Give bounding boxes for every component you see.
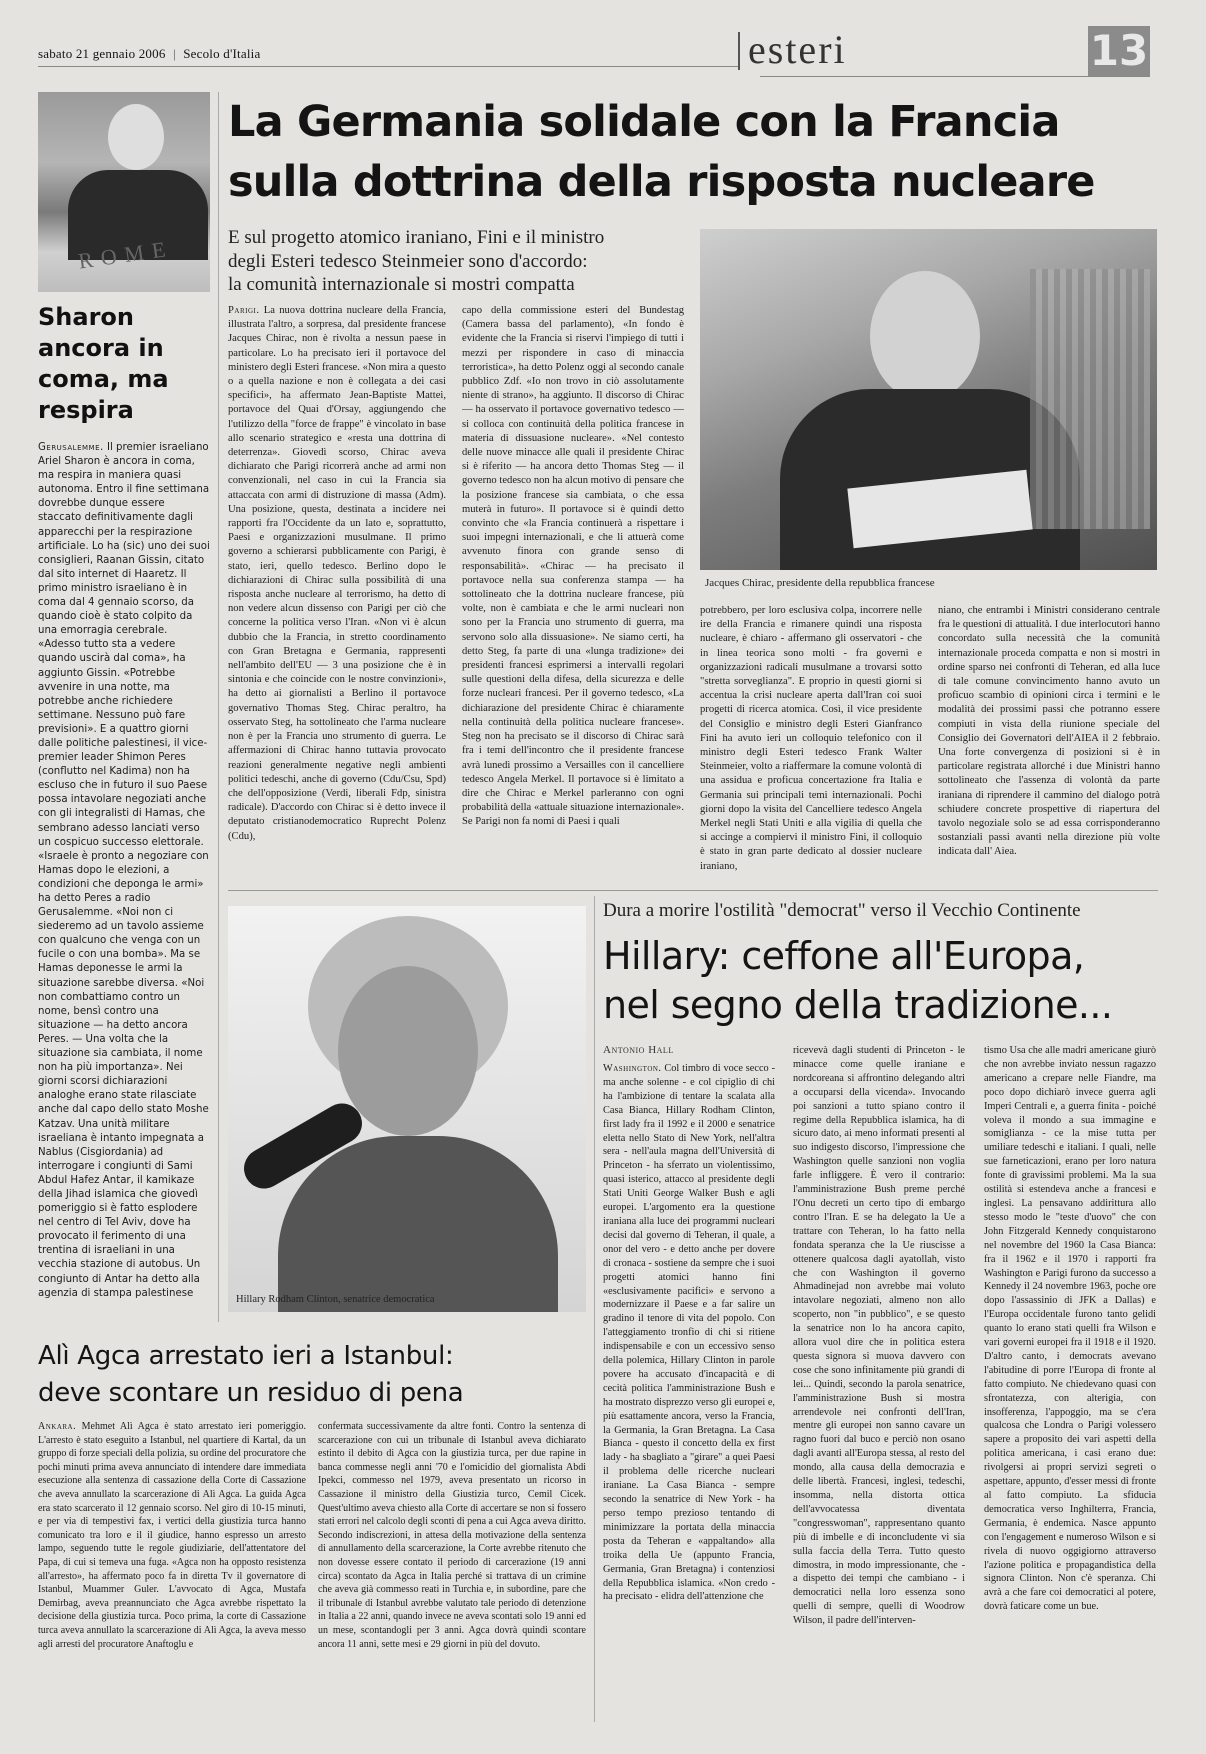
agca-headline — [38, 1338, 583, 1412]
lead-column-3-text: potrebbero, per loro esclusiva colpa, incorrere nelle ire della Francia e rimanere quindi una risposta nucleare, è chiaro - affermano gli osservatori - che in linea teorica sono molti - fra governi e organizzazioni radicali musulmane a trovarsi sotto "stretta sorveglianza". E proprio in questi giorni si accentua la crisi nucleare aperta dall'Iran coi suoi progetti di ricerca atomica. Così, il vice presidente del Consiglio e ministro degli Esteri Gianfranco Fini ha avuto ieri un colloquio telefonico con il ministro degli Esteri tedesco Frank Walter Steinmeier, volto a riaffermare la comune volontà di una assidua e proficua concertazione fra Italia e Germania sui principali temi internazionali. Pochi giorni dopo la visita del Cancelliere tedesco Angela Merkel negli Stati Uniti e alla vigilia di quella che si accinge a compiervi il ministro Fini, il colloquio è stato in gran parte dedicato al dossier nucleare iraniano, — [700, 605, 922, 872]
section-divider — [738, 32, 740, 70]
agca-dateline: Ankara. — [38, 1421, 77, 1432]
photo-figure-head — [108, 104, 164, 170]
hillary-kicker: Dura a morire l'ostilità "democrat" verso il Vecchio Continente — [603, 900, 1081, 921]
hillary-column-rule — [594, 896, 595, 1722]
lead-column-1-text: La nuova dottrina nucleare della Francia, illustrata l'altro, a sorpresa, dal presidente francese Jacques Chirac, non è rivolta a nessun paese in particolare. Lo ha precisato ieri il portavoce del ministero degli Esteri francese. «Non mira a questo o a quella nazione e non è collegata a dei casi specifici», ha affermato Jean-Baptiste Mattei, portavoce del Quai d'Orsay, aggiungendo che l'utilizzo della "force de frappe" è vincolato in base allo scenario strategico e «resta una dottrina di deterrenza». Giovedì scorso, Chirac aveva dichiarato che Parigi ricorrerà anche ad armi non convenzionali, nel caso in cui la Francia sia attaccata con armi di distruzione di massa (Adm). Una posizione, questa, destinata a incidere nei rapporti fra l'Occidente da un lato e, soprattutto, Paesi e organizzazioni musulmane. Il primo governo a schierarsi pubblicamente con Parigi, è stato, ieri, quello tedesco. Berlino dopo le dichiarazioni di Chirac sulla possibilità di una risposta anche nucleare al terrorismo, ha detto di non vedere alcun dissenso con Parigi per ciò che concerne la politica verso l'Iran. «Non vi è alcun dubbio che la Francia, in stretto coordinamento con Gran Bretagna e Germania, rappresenti nell'ambito dell'EU — 3 una posizione che è in sintonia e che coincide con le nostre convinzioni», ha detto ai giornalisti a Berlino il portavoce governativo Thomas Steg. Chirac peraltro, ha osservato Steg, ha sottolineato che l'arma nucleare non è per la Francia uno strumento di guerra. Le affermazioni di Chirac hanno tuttavia provocato reazioni generalmente negative negli ambienti politici tedeschi, anche di governo (Cdu/Csu, Spd) che dell'opposizione (Verdi, liberali Fdp, sinistra radicale). D'accordo con Chirac si è detto invece il deputato cristianodemocratico Ruprecht Polenz (Cdu), — [228, 305, 446, 842]
hillary-headline — [603, 932, 1163, 1030]
hillary-column-2 — [793, 1044, 965, 1718]
lead-deck-line-2: degli Esteri tedesco Steinmeier sono d'accordo: — [228, 250, 588, 272]
hillary-headline-line-1: Hillary: ceffone all'Europa, — [603, 934, 1085, 978]
chirac-caption: Jacques Chirac, presidente della repubblica francese — [705, 577, 935, 589]
agca-headline-line-1: Alì Agca arrestato ieri a Istanbul: — [38, 1341, 454, 1371]
lead-deck-line-3: la comunità internazionale si mostri compatta — [228, 274, 575, 295]
hillary-column-1-text: Col timbro di voce secco - ma anche solenne - e col cipiglio di chi ha l'ambizione di tentare la scalata alla Casa Bianca, Hillary Rodham Clinton, first lady fra il 1992 e il 2000 e senatrice eletta nello Stato di New York, nell'altra sera - nell'aula magna dell'Università di Princeton - ha sferrato un violentissimo, quasi isterico, attacco al presidente degli Stati Uniti George Walker Bush e agli europei. L'argomento era la questione iraniana alla luce dei programmi nucleari decisi dal governo di Teheran, il quale, a onor del vero - e detto anche per dovere di cronaca - sostiene da sempre che i suoi progetti atomici hanno fini «esclusivamente pacifici» e servono a modernizzare il Paese e a far salire un gradino il tenore di vita del popolo. Con l'atteggiamento tronfio di chi si ritiene indispensabile e con un eccessivo senso della polemica, Hillary Clinton in parole povere ha accusato d'incapacità e di cecità politica l'amministrazione Bush e ha mostrato disprezzo verso gli europei e, più esattamente ancora, verso la Francia, la Germania, la Gran Bretagna. La Casa Bianca - questo il concetto della ex first lady - ha sbagliato a "girare" a quei Paesi il problema delle ricerche nucleari iraniane. La Casa Bianca - sempre secondo la senatrice di New York - ha perso tempo prezioso tentando di minimizzare la portata della minaccia posta da Teheran e «appaltando» alla troika della Ue (appunto Francia, Germania, Gran Bretagna) i contenziosi della Repubblica islamica. «Non credo - ha precisato - elidra dell'attenzione che — [603, 1063, 775, 1603]
section-label: esteri — [748, 27, 847, 72]
hillary-column-3 — [984, 1044, 1156, 1718]
sidebar-headline: Sharon ancora in coma, ma respira — [38, 303, 169, 424]
lead-bottom-rule — [228, 890, 1158, 891]
hillary-column-1 — [603, 1062, 775, 1718]
chirac-photo-background — [1030, 269, 1150, 529]
hillary-headline-line-2: nel segno della tradizione... — [603, 983, 1113, 1027]
hillary-caption: Hillary Rodham Clinton, senatrice democratica — [236, 1294, 435, 1305]
lead-deck-line-1: E sul progetto atomico iraniano, Fini e il ministro — [228, 227, 605, 248]
hillary-byline: Antonio Hall — [603, 1044, 674, 1056]
photo-sign-text: ROME — [76, 235, 175, 274]
lead-headline — [228, 92, 1158, 212]
masthead-paper: Secolo d'Italia — [183, 46, 261, 61]
section-rule — [760, 76, 1150, 77]
lead-headline-line-2: sulla dottrina della risposta nucleare — [228, 157, 1095, 207]
masthead-line: sabato 21 gennaio 2006 | Secolo d'Italia — [38, 46, 261, 61]
agca-column-2-text: confermata successivamente da altre fonti. Contro la sentenza di scarcerazione con cui un tribunale di Istanbul aveva dichiarato estinto il debito di Agca con la giustizia turca, per due rapine in banca commesse negli anni '70 e l'omicidio del giornalista Abdi Ipekci, commesso nel 1979, aveva presentato un ricorso in Cassazione il ministro della Giustizia turco, Cemil Cicek. Quest'ultimo aveva chiesto alla Corte di accertare se non si fossero stati errori nel calcolo degli sconti di pena a cui Agca aveva diritto. Secondo indiscrezioni, in attesa della motivazione della sentenza di annullamento della scarcerazione, la Corte avrebbe ritenuto che non dovesse essere contato il periodo di carcerazione (19 anni circa) scontato da Agca in Italia perché si trattava di un crimine che aveva già commesso reati in Turchia e, in subordine, pare che il tribunale di Istanbul avrebbe valutato tale periodo di detenzione in Italia a 22 anni, quando invece ne aveva scontati solo 19 anni ed un mese, scontandogli per 3 anni. Agca dovrà quindi scontare ancora 11 anni, sette mesi e 29 giorni in più del dovuto. — [318, 1421, 586, 1650]
sidebar-body — [38, 441, 210, 1301]
hillary-photo-face — [338, 966, 478, 1136]
sidebar-dateline: Gerusalemme. — [38, 442, 104, 453]
masthead-rule — [38, 66, 738, 67]
lead-column-2 — [462, 304, 684, 879]
sharon-photo — [38, 92, 210, 292]
lead-headline-line-1: La Germania solidale con la Francia — [228, 97, 1060, 147]
sidebar-text: Il premier israeliano Ariel Sharon è ancora in coma, ma respira in maniera quasi autonoma. Entro il fine settimana dovrebbe dunque essere staccato definitivamente dagli apparecchi per la respirazione artificiale. Lo ha (sic) uno dei suoi consiglieri, Raanan Gissin, citato dal sito internet di Haaretz. Il primo ministro israeliano è in coma dal 4 gennaio scorso, da quando cioè è stato colpito da una emorragia cerebrale. «Adesso tutto sta a vedere quando uscirà dal coma», ha aggiunto Gissin. «Potrebbe avvenire in una notte, ma potrebbe anche richiedere settimane. Nessuno può fare previsioni». E a quattro giorni dalle politiche palestinesi, il vice-premier leader Shimon Peres (conflutto nel Kadima) non ha escluso che in futuro il suo Paese possa intavolare negoziati anche con gli integralisti di Hamas, che sembrano adesso lanciati verso un cospicuo successo elettorale. «Israele è pronto a negoziare con Hamas dopo le elezioni, a condizioni che deponga le armi» ha detto Peres a radio Gerusalemme. «Noi non ci siederemo ad un tavolo assieme con qualcuno che venga con un fucile o con una bomba». Ma se Hamas deponesse le armi la situazione sarebbe diversa. «Noi non combattiamo contro un nome, bensì contro una situazione — ha detto ancora Peres. — Una volta che la situazione sia cambiata, il nome non ha più importanza». Nei giorni scorsi dichiarazioni analoghe erano state rilasciate anche dal capo dello stato Moshe Katzav. Una unità militare israeliana è intanto impegnata a Nablus (Cisgiordania) ad interrogare i congiunti di Sami Abdul Hafez Antar, il kamikaze della Jihad islamica che giovedì pomeriggio si è fatto esplodere nel centro di Tel Aviv, dove ha provocato il ferimento di una trentina di israeliani in una vecchia stazione di autobus. Un congiunto di Antar ha detto alla agenzia di stampa palestinese — [38, 442, 210, 1299]
chirac-photo-head — [870, 271, 980, 401]
hillary-photo — [228, 906, 586, 1312]
agca-headline-line-2: deve scontare un residuo di pena — [38, 1378, 464, 1408]
agca-column-2 — [318, 1420, 586, 1720]
chirac-photo — [700, 229, 1157, 570]
masthead-date: sabato 21 gennaio 2006 — [38, 46, 166, 61]
hillary-column-3-text: tismo Usa che alle madri americane giurò che non avrebbe inviato nessun ragazzo americano a crepare nelle Fiandre, ma poco dopo dichiarò invece guerra agli Imperi Centrali e, a guerra finita - poiché voleva il mondo a sua immagine e somiglianza - ce la mise tutta per umiliare tedeschi e italiani. I quali, nelle sue farneticazioni, erano per loro natura fonte di gravissimi problemi. Ma la sua ostilità si estendeva anche a francesi e inglesi. La pensavano addirittura allo stesso modo le "teste d'uovo" che con John Fitzgerald Kennedy conquistarono nel novembre del 1960 la Casa Bianca: fra il 1962 e il 1970 i rapporti fra Washington e Parigi furono da successo a Kennedy il 24 novembre 1963, poche ore dopo l'assassinio di JFK a Dallas) e l'Europa occidentale furono tanto gelidi quanto lo erano stati quelli fra Wilson e vari governi europei fra il 1918 e il 1920. D'altro canto, i democrats avevano l'abitudine di porre l'Europa di fronte al fatto compiuto. Ne chiedevano quasi con sfrontatezza, con alterigia, con insofferenza, l'appoggio, ma se c'era qualcosa che Londra o Parigi volessero sapere a proposito dei vari aspetti della politica americana, i casi erano due: rivolgersi ai propri servizi segreti o aspettare, appunto, d'esser messi di fronte al fatto compiuto. La sfiducia democratica verso Inghilterra, Francia, Germania, è endemica. Nasce appunto con l'engagement e numeroso Wilson e si rivela di nuovo oggigiorno attraverso l'azione politica e propagandistica della signora Clinton. Non c'è speranza. Chi avrà a che fare coi democratici al potere, dovrà faticare come un bue. — [984, 1045, 1156, 1613]
agca-column-1-text: Mehmet Alì Agca è stato arrestato ieri pomeriggio. L'arresto è stato eseguito a Istanbul, nel quartiere di Kartal, da un gruppo di forze speciali della polizia, su ordine del procuratore che pochi minuti prima aveva annunciato di intendere dare immediata esecuzione alla sentenza di cassazione della Corte di Cassazione che aveva annullato la scarcerazione di Alì Agca. La guida Agca era stato scarcerato il 12 gennaio scorso. Nel giro di 10-15 minuti, e per via di tempestivi fax, i vertici della giustizia turca hanno comunicato tra loro e il il giudice, hanno espresso un arresto lampo, seguendo tutte le regole giudiziarie, dell'attentatore del Papa, di cui si temeva una fuga. «Agca non ha opposto resistenza all'arresto», ha affermato poco fa in diretta Tv il governatore di Istanbul, Muammer Guler. L'avvocato di Agca, Mustafa Demirbag, aveva preannunciato che Agca avrebbe rispettato la decisione della giustizia turca. Poco prima, la corte di Cassazione turca aveva annullato la scarcerazione di Alì Agca, la aveva messo agli arresti del procuratore Anaftoglu e — [38, 1421, 306, 1650]
hillary-column-2-text: ricevevà dagli studenti di Princeton - le minacce come quelle iraniane e nordcoreana si affrontino delegando altri a occuparsi della vicenda». Invocando poi sanzioni a tutto spiano contro il regime della Repubblica islamica, ha di sicuro dato, ai meno informati presenti al suo indigesto discorso, l'impressione che Washington quelle sanzioni non voglia farle infliggere. È vero il contrario: l'amministrazione Bush preme perché l'Onu decreti un certo tipo di embargo contro l'Iran. E se ha delegato la Ue a trattare con Teheran, lo ha fatto nella fondata speranza che la Ue riuscisse a ottenere qualcosa dagli ayatollah, visto che con Washington il governo Ahmadinejad non avrebbe mai voluto intavolare negoziati, almeno non allo scoperto, non "in pubblico", e se questo la senatrice non lo ha ancora capito, allora vuol dire che in politica estera questa signora si muova davvero con cose che sono infinitamente più grandi di lei... Quindi, secondo la parola senatrice, l'amministrazione Bush si mostra arrendevole nei confronti dell'Iran, mentre gli europei non sanno cavare un ragno fuori dal buco e perciò non osano dagli avanti all'Europa stessa, al resto del mondo, alla causa della democrazia e delle libertà. Francesi, inglesi, tedeschi, insomma, nella distorta ottica dell'avvocatessa diventata "congresswoman", rappresentano quanto più di imbelle e di inconcludente vi sia sulla faccia della Terra. Tutto questo dimostra, in modo impressionante, che - a dispetto dei tempi che cambiano - i democratici nella loro essenza sono quelli di sempre, quelli di Woodrow Wilson, il padre dell'interven- — [793, 1045, 965, 1627]
hillary-dateline: Washington. — [603, 1063, 662, 1074]
hillary-photo-body — [278, 1136, 558, 1312]
lead-column-4 — [938, 604, 1160, 879]
lead-column-2-text: capo della commissione esteri del Bundestag (Camera bassa del parlamento), «In fondo è evidente che la Francia si riservi l'impiego di tutti i mezzi per rispondere in caso di minaccia terroristica», ha detto Polenz oggi al secondo canale pubblico Zdf. «Io non trovo in ciò assolutamente niente di strano», ha aggiunto. Il discorso di Chirac — ha osservato il portavoce governativo tedesco — si colloca con continuità della politica francese in materia di dissuasione nucleare». «Nel contesto delle nuove minacce alle quali il presidente Chirac si è riferito — ha ancora detto Thomas Steg — il governo tedesco non ha alcun motivo di pensare che la posizione francese sia cambiata, o che essa muterà in futuro». Il portavoce si è quindi detto convinto che «la Francia continuerà a rispettare i suoi impegni internazionali, e che li attuerà come avvenuto finora con grande senso di responsabilità». «Chirac — ha precisato il portavoce nella sua conferenza stampa — ha sottolineato che la dottrina nucleare francese, più volte, non è cambiata e che le armi nucleari non sono per la Francia uno strumento di guerra, ma servono solo alla dissuasione». Ne siamo certi, ha detto Steg, fa parte di una «lunga tradizione» dei presidenti francesi esprimersi a intervalli regolari sulle questioni della difesa, della sicurezza e delle forze nucleari francesi. Per il governo tedesco, «La dichiarazione del presidente Chirac è chiaramente nella continuità della politica nucleare francese». Steg non ha precisato se il discorso di Chirac sarà fra i temi dell'incontro che il presidente francese avrà lunedì prossimo a Versailles con il cancelliere tedesco Angela Merkel. Il portavoce si è limitato a dire che Chirac e Merkel parleranno con ogni probabilità della «attuale situazione internazionale». Se Parigi non fa nomi di Paesi i quali — [462, 305, 684, 828]
lead-dateline: Parigi. — [228, 305, 260, 316]
lead-deck — [228, 226, 668, 297]
lead-column-4-text: niano, che entrambi i Ministri considerano centrale fra le questioni di attualità. I due interlocutori hanno concordato sulla necessità che la comunità internazionale proceda compatta e non si mostri in ordine sparso nei confronti di Teheran, ed alla luce di tale comune convincimento hanno avuto un proficuo scambio di opinioni circa i termini e le modalità dei prossimi passi che potranno essere compiuti in vista della riunione speciale del Consiglio dei Governatori dell'AIEA il 2 febbraio. Una forte convergenza di posizioni si è in particolare registrata allorché i due Ministri hanno sottolineato che l'assenza di volontà da parte iraniana di riprendere il cammino del dialogo potrà schiudere concrete prospettive di riapertura del tavolo negoziale solo se ad essa corrisponderanno sostanziali passi avanti nella direzione più volte indicata dall' Aiea. — [938, 605, 1160, 858]
agca-column-1 — [38, 1420, 306, 1720]
sidebar-column-rule — [218, 92, 219, 1322]
lead-column-1 — [228, 304, 446, 879]
lead-column-3 — [700, 604, 922, 879]
page-number: 13 — [1089, 26, 1149, 75]
